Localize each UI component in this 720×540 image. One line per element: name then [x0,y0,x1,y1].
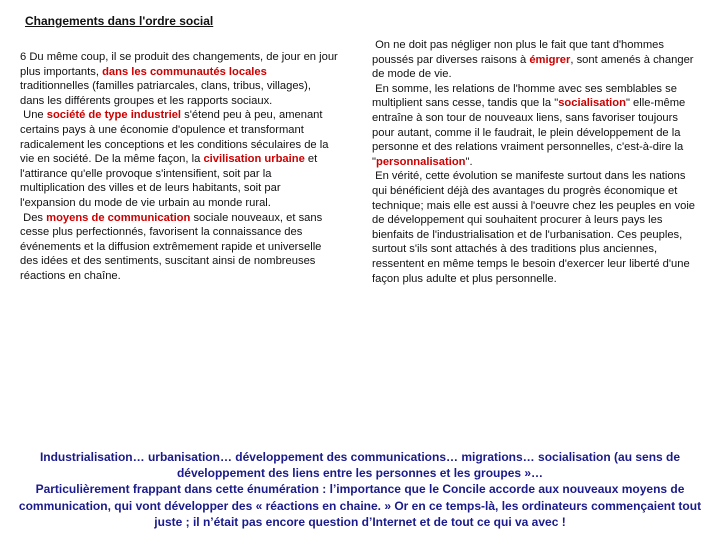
paragraph-communication: Des moyens de communication sociale nouveaux, et sans cesse plus perfectionnés, favorisent la connaissance des événements et la diffusion extrêmement rapide et universelle des idées et des sentiments, suscitant ainsi de nombreuses réactions en chaîne. [20,211,323,282]
highlight-socialisation: socialisation [558,97,626,110]
conclusion-line-2: Particulièrement frappant dans cette énumération : l’importance que le Concile accorde aux nouveaux moyens de communication, qui vont développer des « réactions en chaine. » Or en ce temps-là, les ordinateurs commençaient tout juste ; il n’était pas encore question d’Internet et de tout ce qui va avec ! [18,482,702,529]
paragraph-socialisation: En somme, les relations de l'homme avec ses semblables se multiplient sans cesse, tandis que la "socialisation" elle-même entraîne à son tour de nouveaux liens, sans favoriser toujours pour autant, comme il le faudrait, le plein développement de la personne et des relations vraiment personnelles, c'est-à-dire la "personnalisation". [372,82,686,168]
right-column [372,38,702,286]
left-column [20,50,338,284]
highlight-personnalisation: personnalisation [375,155,466,168]
conclusion-block [4,449,716,530]
paragraph-industrial-society: Une société de type industriel s'étend peu à peu, amenant certains pays à une économie d'opulence et transformant radicalement les conceptions et les conditions séculaires de la vie en société. De la même façon, la civilisation urbaine et l'attirance qu'elle provoque s'intensifient, soit par la multiplication des villes et de leurs habitants, soit par l'expansion du mode de vie urbain au monde rural. [20,109,329,209]
highlight-emigrate: émigrer [529,53,571,66]
highlight-industrial-society: société de type industriel [46,109,182,122]
conclusion-line-1: Industrialisation… urbanisation… développement des communications… migrations… socialisation (au sens de développement des liens entre les personnes et les groupes »… [39,450,681,481]
highlight-urban-civilisation: civilisation urbaine [203,153,305,166]
highlight-communication-means: moyens de communication [46,211,191,224]
paragraph-development: En vérité, cette évolution se manifeste surtout dans les nations qui bénéficient déjà des avantages du progrès économique et technique; mais elle est aussi à l'oeuvre chez les peuples en voie de développement qui souhaitent procurer à leurs pays les bienfaits de l'industrialisation et de l'urbanisation. Ces peuples, surtout s'ils sont attachés à des traditions plus anciennes, ressentent en même temps le besoin d'exercer leur liberté d'une façon plus adulte et plus personnelle. [372,170,696,285]
highlight-local-communities: dans les communautés locales [102,65,267,78]
section-title: Changements dans l'ordre social [25,14,214,28]
paragraph-communities: 6 Du même coup, il se produit des changements, de jour en jour plus importants, dans les communautés locales traditionnelles (familles patriarcales, clans, tribus, villages), dans les différents groupes et les rapports sociaux. [20,51,338,107]
paragraph-emigration: On ne doit pas négliger non plus le fait que tant d'hommes poussés par diverses raisons à émigrer, sont amenés à changer de mode de vie. [372,39,694,81]
